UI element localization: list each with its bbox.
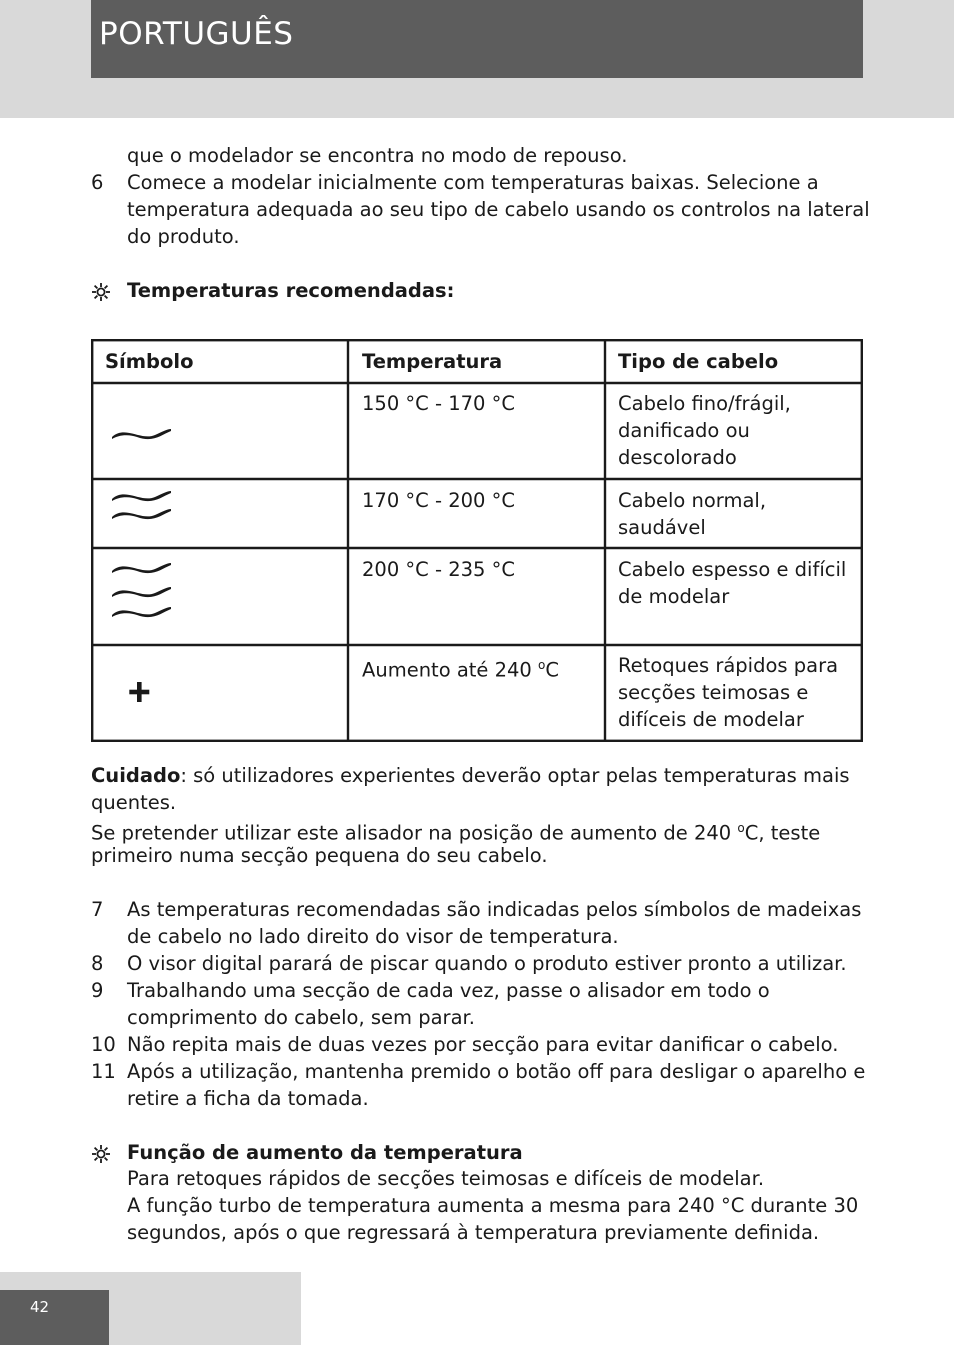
step-number: 9 — [91, 979, 104, 1002]
title-bar — [91, 0, 863, 78]
hair-type-cell: Cabelo normal, saudável — [618, 489, 767, 539]
page-title: PORTUGUÊS — [99, 16, 294, 52]
hair-type-cell: Retoques rápidos para secções teimosas e difíceis de modelar — [618, 654, 839, 731]
hair-type-cell: Cabelo fino/frágil, danificado ou descolorado — [618, 392, 791, 469]
caution-line: primeiro numa secção pequena do seu cabelo. — [91, 844, 548, 867]
temperature-cell: 150 °C - 170 °C — [362, 392, 516, 415]
step-line: Comece a modelar inicialmente com temperaturas baixas. Selecione a — [127, 171, 819, 194]
single-wave-icon — [112, 429, 171, 439]
step-line: O visor digital parará de piscar quando o produto estiver pronto a utilizar. — [127, 952, 847, 975]
caution-label: Cuidado — [91, 764, 181, 787]
temperature-cell: 170 °C - 200 °C — [362, 489, 516, 512]
step-number: 10 — [91, 1033, 116, 1056]
step-line: de cabelo no lado direito do visor de temperatura. — [127, 925, 619, 948]
boost-heading: Função de aumento da temperatura — [127, 1141, 523, 1164]
caution-line: quentes. — [91, 791, 177, 814]
temperature-table — [91, 339, 863, 742]
boost-line: Para retoques rápidos de secções teimosas e difíceis de modelar. — [127, 1167, 765, 1190]
step-line: Trabalhando uma secção de cada vez, passe o alisador em todo o — [127, 979, 770, 1002]
sun-star-icon — [91, 282, 111, 302]
double-wave-icon — [112, 491, 171, 519]
step-number: 8 — [91, 952, 104, 975]
col-header-hair-type: Tipo de cabelo — [618, 350, 779, 373]
step-number: 7 — [91, 898, 104, 921]
temperature-cell: 200 °C - 235 °C — [362, 558, 516, 581]
step-line: do produto. — [127, 225, 240, 248]
step-line: retire a ficha da tomada. — [127, 1087, 369, 1110]
triple-wave-icon — [112, 563, 171, 617]
plus-icon — [129, 682, 149, 702]
caution-line: Se pretender utilizar este alisador na posição de aumento de 240 $^o$C, teste — [91, 821, 821, 845]
temperature-cell: Aumento até 240 $^o$C — [362, 658, 560, 682]
hair-type-cell: Cabelo espesso e difícil de modelar — [618, 558, 847, 608]
boost-line: segundos, após o que regressará à temperatura previamente definida. — [127, 1221, 820, 1244]
step-line: Não repita mais de duas vezes por secção para evitar danificar o cabelo. — [127, 1033, 839, 1056]
page-number: 42 — [30, 1298, 50, 1316]
col-header-symbol: Símbolo — [105, 350, 194, 373]
step-number: 11 — [91, 1060, 116, 1083]
step-line: comprimento do cabelo, sem parar. — [127, 1006, 475, 1029]
col-header-temperature: Temperatura — [362, 350, 503, 373]
caution-line: Cuidado: só utilizadores experientes deverão optar pelas temperaturas mais — [91, 764, 850, 787]
sun-star-icon — [91, 1144, 111, 1164]
recommended-heading: Temperaturas recomendadas: — [127, 279, 455, 302]
step-line: As temperaturas recomendadas são indicadas pelos símbolos de madeixas — [127, 898, 862, 921]
page-number-box — [0, 1290, 109, 1345]
step-number: 6 — [91, 171, 104, 194]
boost-line: A função turbo de temperatura aumenta a mesma para 240 °C durante 30 — [127, 1194, 859, 1217]
step-line: temperatura adequada ao seu tipo de cabelo usando os controlos na lateral — [127, 198, 870, 221]
step-line: Após a utilização, mantenha premido o botão off para desligar o aparelho e — [127, 1060, 866, 1083]
continued-line: que o modelador se encontra no modo de repouso. — [127, 144, 628, 167]
